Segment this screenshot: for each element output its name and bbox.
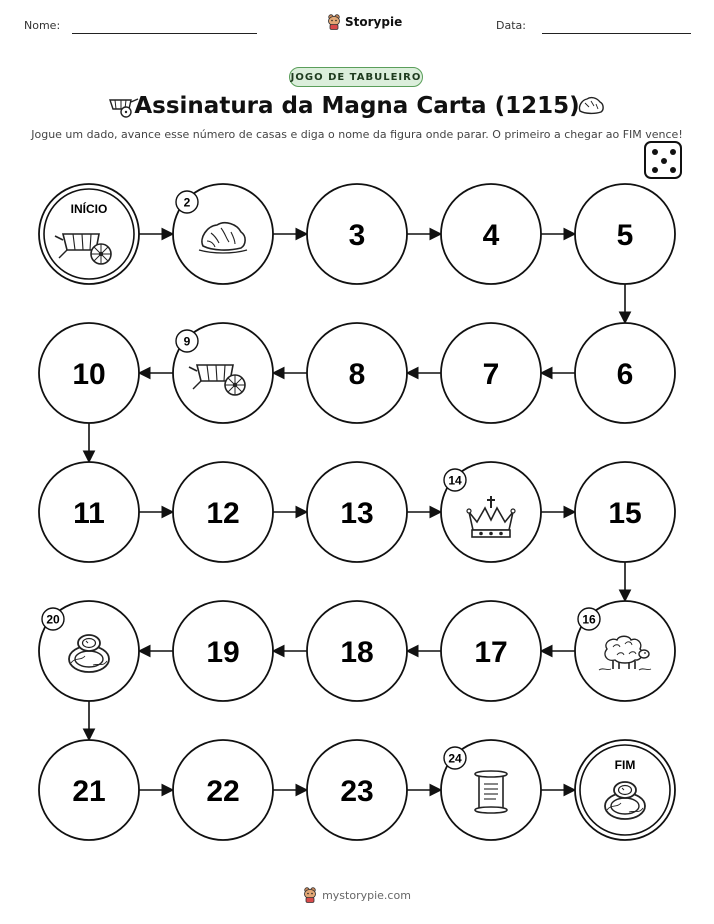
space-label: FIM <box>614 758 636 772</box>
space-label: INÍCIO <box>70 202 108 216</box>
space-number: 6 <box>616 358 634 391</box>
name-label: Nome: <box>24 19 61 32</box>
board-space-14 <box>441 462 541 562</box>
board-space-4 <box>441 184 541 284</box>
space-number: 7 <box>482 358 500 391</box>
space-number: 23 <box>340 775 374 808</box>
space-number: 3 <box>348 219 366 252</box>
board-space-13 <box>307 462 407 562</box>
space-number: 22 <box>206 775 240 808</box>
space-number: 21 <box>72 775 106 808</box>
space-number: 8 <box>348 358 366 391</box>
board-space-11 <box>39 462 139 562</box>
storypie-mascot-icon <box>303 887 317 903</box>
space-number: 9 <box>183 334 191 349</box>
space-number: 20 <box>46 612 60 627</box>
space-number: 15 <box>608 497 642 530</box>
space-number: 16 <box>582 612 596 627</box>
board-space-24 <box>441 740 541 840</box>
board-space-2 <box>173 184 273 284</box>
brand-name: Storypie <box>345 15 403 29</box>
board-space-22 <box>173 740 273 840</box>
board-space-21 <box>39 740 139 840</box>
board-space-3 <box>307 184 407 284</box>
footer <box>0 887 714 903</box>
board-space-25 <box>575 740 675 840</box>
board-space-7 <box>441 323 541 423</box>
board-space-9 <box>173 323 273 423</box>
space-number: 14 <box>448 473 462 488</box>
space-number: 10 <box>72 358 106 391</box>
board-space-8 <box>307 323 407 423</box>
space-number: 24 <box>448 751 462 766</box>
space-number: 2 <box>183 195 191 210</box>
space-number: 13 <box>340 497 374 530</box>
footer-url[interactable]: mystorypie.com <box>322 888 411 902</box>
game-type-badge: JOGO DE TABULEIRO <box>289 67 423 87</box>
instructions: Jogue um dado, avance esse número de casas e diga o nome da figura onde parar. O primeiro a chegar ao FIM vence! <box>31 128 683 141</box>
board-space-1 <box>39 184 139 284</box>
page-title: Assinatura da Magna Carta (1215) <box>134 93 580 119</box>
space-number: 12 <box>206 497 240 530</box>
board-space-10 <box>39 323 139 423</box>
board-space-5 <box>575 184 675 284</box>
board-space-16 <box>575 601 675 701</box>
space-number: 18 <box>340 636 374 669</box>
board-space-20 <box>39 601 139 701</box>
board-space-19 <box>173 601 273 701</box>
board-space-23 <box>307 740 407 840</box>
date-label: Data: <box>496 19 526 32</box>
board-space-12 <box>173 462 273 562</box>
board-space-17 <box>441 601 541 701</box>
space-number: 5 <box>616 219 634 252</box>
space-number: 17 <box>474 636 508 669</box>
board-space-18 <box>307 601 407 701</box>
space-number: 4 <box>482 219 500 252</box>
board-space-15 <box>575 462 675 562</box>
scroll-icon <box>475 771 507 813</box>
space-number: 19 <box>206 636 240 669</box>
board-space-6 <box>575 323 675 423</box>
space-number: 11 <box>73 497 105 530</box>
board-spaces <box>39 184 675 840</box>
